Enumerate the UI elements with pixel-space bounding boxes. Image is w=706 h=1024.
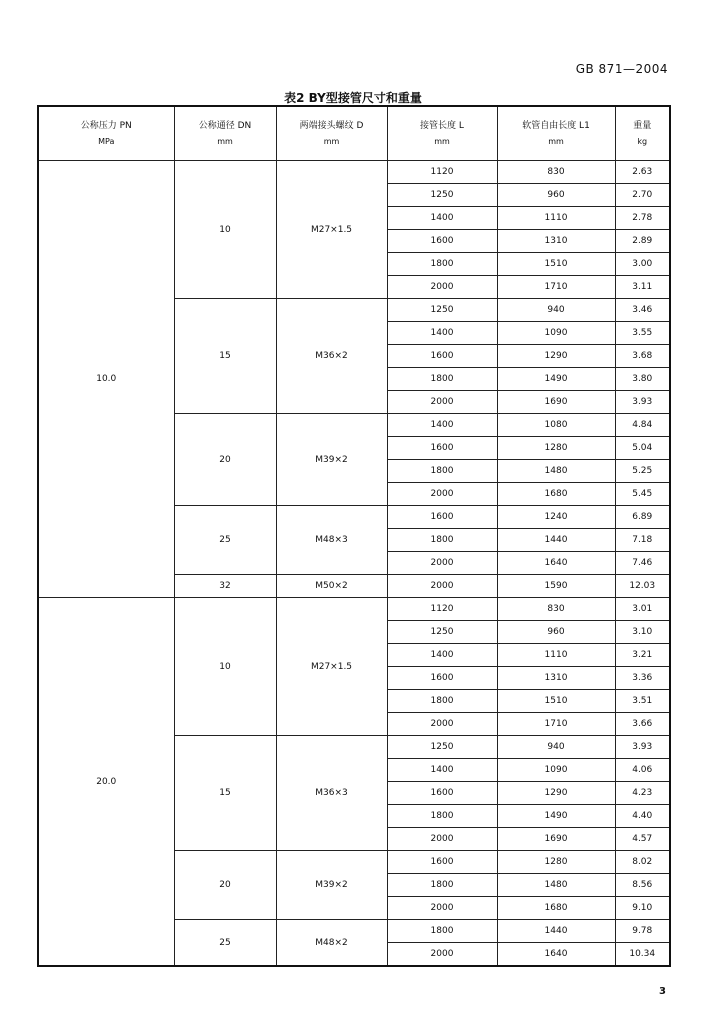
length-cell: 1600 [387,345,497,368]
length-cell: 2000 [387,713,497,736]
free-length-cell: 1080 [497,414,615,437]
weight-cell: 8.56 [615,874,670,897]
free-length-cell: 1710 [497,713,615,736]
table-body [38,161,670,967]
length-cell: 1250 [387,621,497,644]
diameter-cell: 20 [174,414,276,506]
diameter-cell: 10 [174,598,276,736]
spec-table [37,105,671,967]
header-row [38,106,670,161]
free-length-cell: 1310 [497,230,615,253]
diameter-cell: 15 [174,736,276,851]
free-length-cell: 1310 [497,667,615,690]
length-cell: 1800 [387,460,497,483]
free-length-cell: 1490 [497,368,615,391]
free-length-cell: 1090 [497,759,615,782]
free-length-cell: 830 [497,598,615,621]
standard-number: GB 871—2004 [575,62,668,76]
thread-cell: M36×3 [276,736,387,851]
diameter-cell: 15 [174,299,276,414]
free-length-cell: 1480 [497,874,615,897]
thread-cell: M50×2 [276,575,387,598]
length-cell: 2000 [387,897,497,920]
free-length-cell: 1110 [497,207,615,230]
free-length-cell: 1640 [497,943,615,967]
weight-cell: 4.40 [615,805,670,828]
weight-cell: 3.66 [615,713,670,736]
free-length-cell: 1480 [497,460,615,483]
length-cell: 1120 [387,161,497,184]
header-free-length: 软管自由长度 L1 mm [497,106,615,161]
free-length-cell: 1710 [497,276,615,299]
thread-cell: M48×2 [276,920,387,967]
weight-cell: 6.89 [615,506,670,529]
header-pn: 公称压力 PN MPa [38,106,174,161]
length-cell: 1400 [387,759,497,782]
weight-cell: 3.80 [615,368,670,391]
length-cell: 1600 [387,437,497,460]
length-cell: 2000 [387,391,497,414]
length-cell: 1400 [387,207,497,230]
length-cell: 2000 [387,943,497,967]
header-thread: 两端接头螺纹 D mm [276,106,387,161]
length-cell: 2000 [387,575,497,598]
length-cell: 1800 [387,805,497,828]
length-cell: 1600 [387,851,497,874]
weight-cell: 5.45 [615,483,670,506]
length-cell: 1250 [387,736,497,759]
length-cell: 1600 [387,782,497,805]
free-length-cell: 1110 [497,644,615,667]
free-length-cell: 960 [497,184,615,207]
length-cell: 1400 [387,644,497,667]
diameter-cell: 10 [174,161,276,299]
thread-cell: M39×2 [276,851,387,920]
weight-cell: 12.03 [615,575,670,598]
weight-cell: 4.23 [615,782,670,805]
weight-cell: 5.25 [615,460,670,483]
header-weight: 重量 kg [615,106,670,161]
free-length-cell: 1280 [497,851,615,874]
weight-cell: 2.63 [615,161,670,184]
pressure-cell: 10.0 [38,161,174,598]
weight-cell: 3.10 [615,621,670,644]
weight-cell: 3.01 [615,598,670,621]
diameter-cell: 32 [174,575,276,598]
free-length-cell: 1290 [497,345,615,368]
table-row [38,161,670,184]
weight-cell: 7.46 [615,552,670,575]
length-cell: 1250 [387,184,497,207]
weight-cell: 2.78 [615,207,670,230]
free-length-cell: 1290 [497,782,615,805]
free-length-cell: 1640 [497,552,615,575]
free-length-cell: 1680 [497,483,615,506]
weight-cell: 3.00 [615,253,670,276]
free-length-cell: 1510 [497,253,615,276]
length-cell: 1600 [387,506,497,529]
weight-cell: 3.93 [615,736,670,759]
diameter-cell: 20 [174,851,276,920]
free-length-cell: 940 [497,736,615,759]
table-title: 表2 BY型接管尺寸和重量 [284,91,422,105]
weight-cell: 7.18 [615,529,670,552]
length-cell: 1400 [387,414,497,437]
free-length-cell: 1440 [497,529,615,552]
pressure-cell: 20.0 [38,598,174,967]
weight-cell: 3.93 [615,391,670,414]
length-cell: 1600 [387,667,497,690]
free-length-cell: 1280 [497,437,615,460]
weight-cell: 2.70 [615,184,670,207]
free-length-cell: 960 [497,621,615,644]
weight-cell: 4.57 [615,828,670,851]
free-length-cell: 1590 [497,575,615,598]
weight-cell: 4.06 [615,759,670,782]
length-cell: 1800 [387,690,497,713]
table-row [38,598,670,621]
free-length-cell: 1440 [497,920,615,943]
length-cell: 2000 [387,483,497,506]
free-length-cell: 1690 [497,828,615,851]
diameter-cell: 25 [174,920,276,967]
free-length-cell: 1510 [497,690,615,713]
weight-cell: 5.04 [615,437,670,460]
weight-cell: 3.51 [615,690,670,713]
weight-cell: 10.34 [615,943,670,967]
free-length-cell: 940 [497,299,615,322]
weight-cell: 2.89 [615,230,670,253]
length-cell: 2000 [387,552,497,575]
free-length-cell: 830 [497,161,615,184]
length-cell: 1250 [387,299,497,322]
weight-cell: 9.10 [615,897,670,920]
weight-cell: 3.55 [615,322,670,345]
length-cell: 1800 [387,529,497,552]
length-cell: 1400 [387,322,497,345]
weight-cell: 3.21 [615,644,670,667]
weight-cell: 8.02 [615,851,670,874]
thread-cell: M36×2 [276,299,387,414]
page-number: 3 [659,986,666,997]
thread-cell: M27×1.5 [276,161,387,299]
free-length-cell: 1490 [497,805,615,828]
length-cell: 1800 [387,368,497,391]
length-cell: 1600 [387,230,497,253]
header-length: 接管长度 L mm [387,106,497,161]
diameter-cell: 25 [174,506,276,575]
free-length-cell: 1690 [497,391,615,414]
free-length-cell: 1680 [497,897,615,920]
length-cell: 1120 [387,598,497,621]
length-cell: 1800 [387,874,497,897]
weight-cell: 3.46 [615,299,670,322]
thread-cell: M48×3 [276,506,387,575]
length-cell: 1800 [387,920,497,943]
weight-cell: 3.36 [615,667,670,690]
weight-cell: 4.84 [615,414,670,437]
free-length-cell: 1090 [497,322,615,345]
weight-cell: 9.78 [615,920,670,943]
length-cell: 2000 [387,276,497,299]
weight-cell: 3.11 [615,276,670,299]
free-length-cell: 1240 [497,506,615,529]
length-cell: 2000 [387,828,497,851]
weight-cell: 3.68 [615,345,670,368]
thread-cell: M39×2 [276,414,387,506]
thread-cell: M27×1.5 [276,598,387,736]
length-cell: 1800 [387,253,497,276]
header-dn: 公称通径 DN mm [174,106,276,161]
